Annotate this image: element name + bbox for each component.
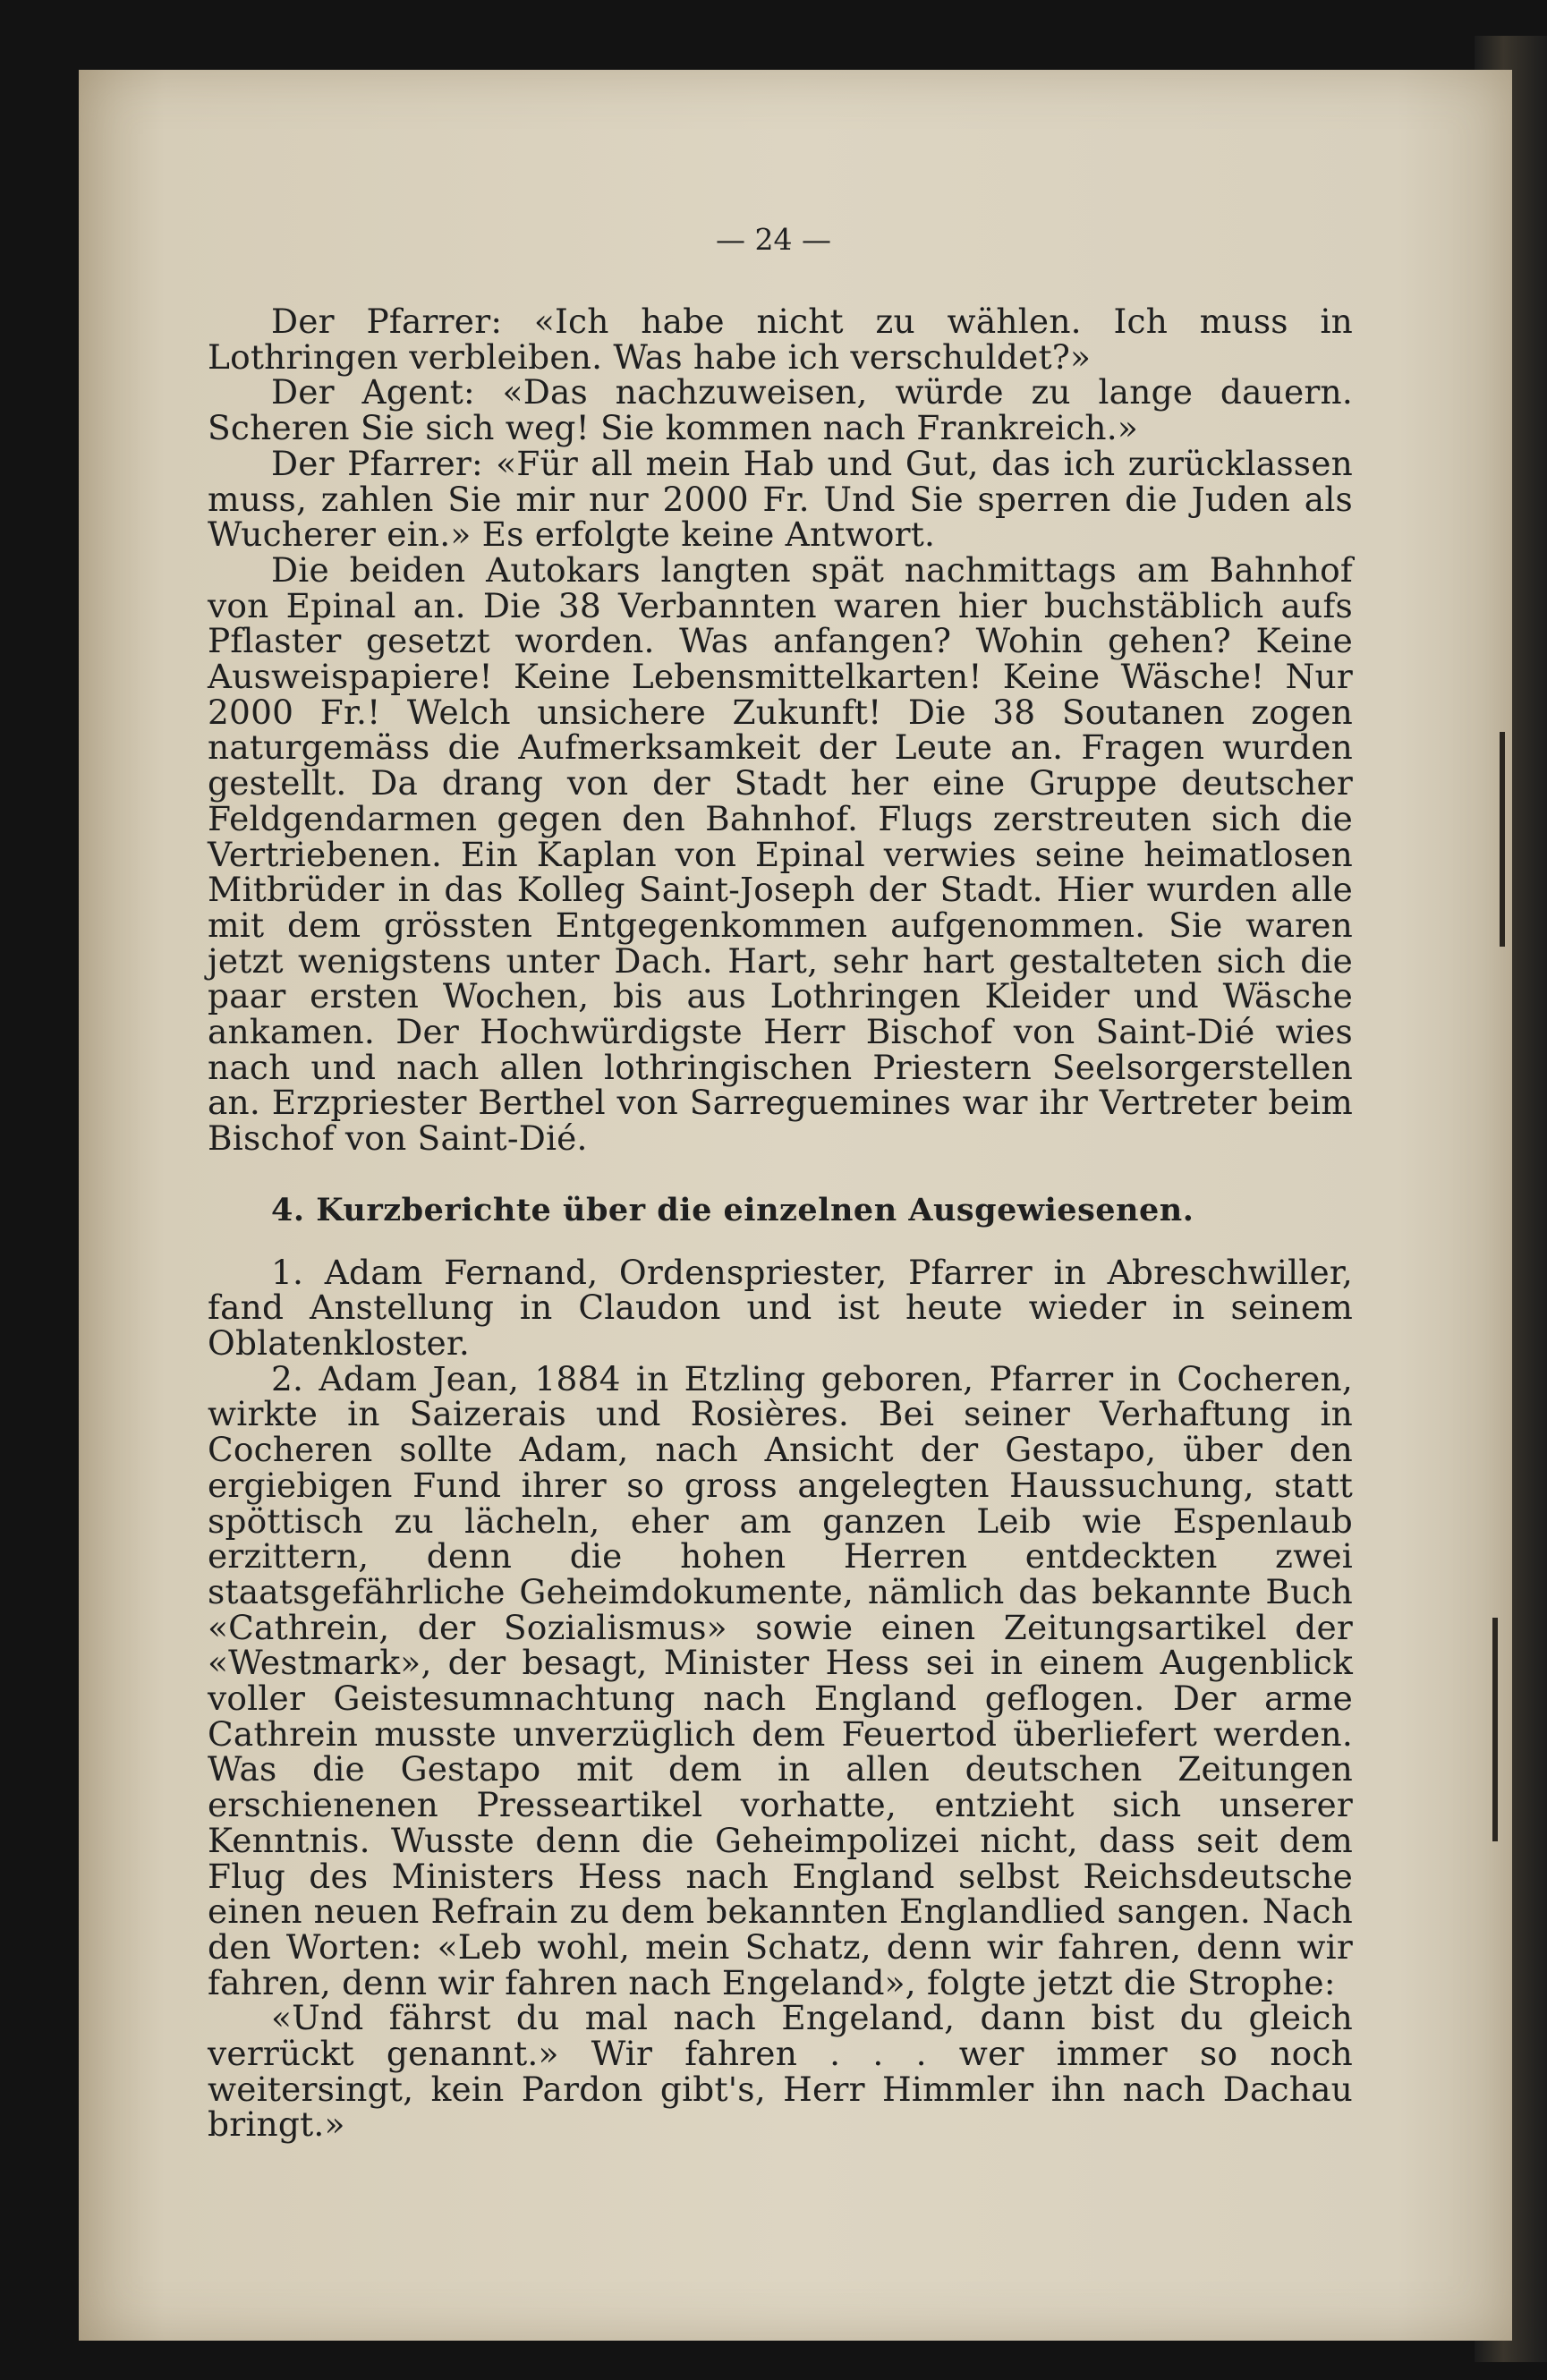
- paragraph: Der Agent: «Das nachzuweisen, würde zu lange dauern. Scheren Sie sich weg! Sie kommen nach Frankreich.»: [208, 372, 1353, 448]
- margin-mark-lower: [1492, 1618, 1498, 1841]
- paragraph: 2. Adam Jean, 1884 in Etzling geboren, Pfarrer in Cocheren, wirkte in Saizerais und Rosières. Bei seiner Verhaftung in Cocheren sollte Adam, nach Ansicht der Gestapo, über den ergiebigen Fund ihrer so gross angelegten Haussuchung, statt spöttisch zu lächeln, eher am ganzen Leib wie Espenlaub erzittern, denn die hohen Herren entdeckten zwei staatsgefährliche Geheimdokumente, nämlich das bekannte Buch «Cathrein, der Sozialismus» sowie einen Zeitungsartikel der «Westmark», der besagt, Minister Hess sei in einem Augenblick voller Geistesumnachtung nach England geflogen. Der arme Cathrein musste unverzüglich dem Feuertod überliefert werden. Was die Gestapo mit dem in allen deutschen Zeitungen erschienenen Presseartikel vorhatte, entzieht sich unserer Kenntnis. Wusste denn die Geheimpolizei nicht, dass seit dem Flug des Ministers Hess nach England selbst Reichsdeutsche einen neuen Refrain zu dem bekannten Englandlied sangen. Nach den Worten: «Leb wohl, mein Schatz, denn wir fahren, denn wir fahren, denn wir fahren nach Engeland», folgte jetzt die Strophe:: [208, 1358, 1353, 2002]
- paragraph: Der Pfarrer: «Ich habe nicht zu wählen. Ich muss in Lothringen verbleiben. Was habe ich verschuldet?»: [208, 302, 1353, 377]
- paragraph: Die beiden Autokars langten spät nachmittags am Bahnhof von Epinal an. Die 38 Verbannten waren hier buchstäblich aufs Pflaster gesetzt worden. Was anfangen? Wohin gehen? Keine Ausweispapiere! Keine Lebensmittelkarten! Keine Wäsche! Nur 2000 Fr.! Welch unsichere Zukunft! Die 38 Soutanen zogen naturgemäss die Aufmerksamkeit der Leute an. Fragen wurden gestellt. Da drang von der Stadt her eine Gruppe deutscher Feldgendarmen gegen den Bahnhof. Flugs zerstreuten sich die Vertriebenen. Ein Kaplan von Epinal verwies seine heimatlosen Mitbrüder in das Kolleg Saint-Joseph der Stadt. Hier wurden alle mit dem grössten Entgegenkommen aufgenommen. Sie waren jetzt wenigstens unter Dach. Hart, sehr hart gestalteten sich die paar ersten Wochen, bis aus Lothringen Kleider und Wäsche ankamen. Der Hochwürdigste Herr Bischof von Saint-Dié wies nach und nach allen lothringischen Priestern Seelsorgerstellen an. Erzpriester Berthel von Sarreguemines war ihr Vertreter beim Bischof von Saint-Dié.: [208, 549, 1353, 1159]
- margin-mark-upper: [1500, 732, 1505, 947]
- section-heading: 4. Kurzberichte über die einzelnen Ausgewiesenen.: [271, 1191, 1194, 1228]
- paragraph: «Und fährst du mal nach Engeland, dann bist du gleich verrückt genannt.» Wir fahren . . . wer immer so noch weitersingt, kein Pardon gibt's, Herr Himmler ihn nach Dachau bringt.»: [208, 1998, 1353, 2145]
- page-number: — 24 —: [716, 222, 831, 257]
- paragraph: 1. Adam Fernand, Ordenspriester, Pfarrer in Abreschwiller, fand Anstellung in Claudon und ist heute wieder in seinem Oblatenkloster.: [208, 1252, 1353, 1363]
- page-body: [208, 304, 1353, 2143]
- paragraph: Der Pfarrer: «Für all mein Hab und Gut, das ich zurücklassen muss, zahlen Sie mir nur 2000 Fr. Und Sie sperren die Juden als Wucherer ein.» Es erfolgte keine Antwort.: [208, 443, 1353, 555]
